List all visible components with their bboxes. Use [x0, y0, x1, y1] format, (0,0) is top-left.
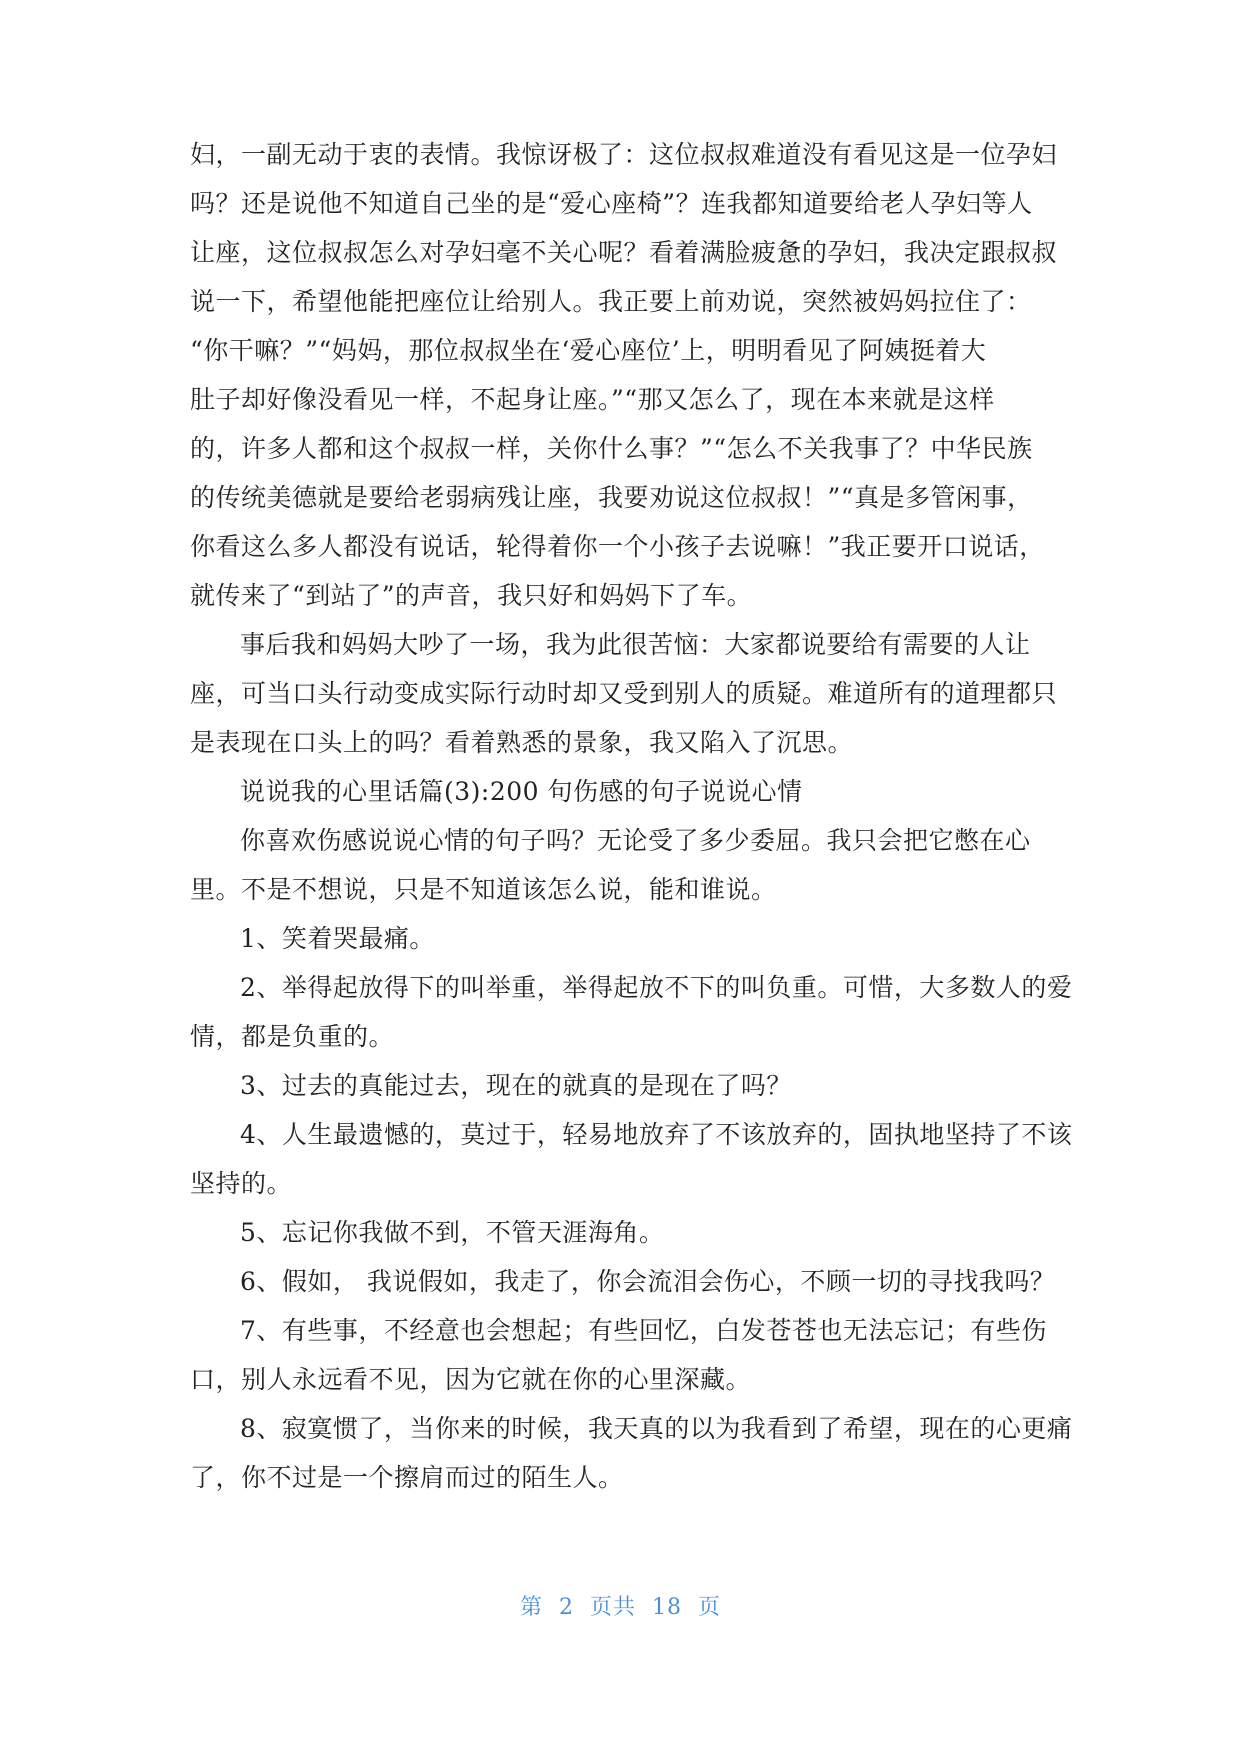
list-item: 4、人生最遗憾的，莫过于，轻易地放弃了不该放弃的，固执地坚持了不该 [240, 1120, 1073, 1149]
text-line: 坚持的。 [190, 1169, 293, 1198]
text-line: 事后我和妈妈大吵了一场，我为此很苦恼：大家都说要给有需要的人让 [240, 630, 1031, 659]
text-line: 就传来了“到站了”的声音，我只好和妈妈下了车。 [190, 581, 753, 610]
list-item: 1、笑着哭最痛。 [240, 924, 435, 953]
text-line: 了，你不过是一个擦肩而过的陌生人。 [190, 1463, 624, 1492]
text-line: 肚子却好像没看见一样，不起身让座。”“那又怎么了，现在本来就是这样 [190, 385, 995, 414]
text-line: 口，别人永远看不见，因为它就在你的心里深藏。 [190, 1365, 752, 1394]
list-item: 2、举得起放得下的叫举重，举得起放不下的叫负重。可惜，大多数人的爱 [240, 973, 1073, 1002]
text-line: 情，都是负重的。 [190, 1022, 395, 1051]
footer-suffix: 页 [698, 1595, 722, 1620]
footer-prefix: 第 [519, 1595, 543, 1620]
list-item: 3、过去的真能过去，现在的就真的是现在了吗？ [240, 1071, 792, 1100]
text-line: 让座，这位叔叔怎么对孕妇毫不关心呢？看着满脸疲惫的孕妇，我决定跟叔叔 [190, 238, 1058, 267]
footer-middle: 页共 [589, 1595, 636, 1620]
list-item: 7、有些事，不经意也会想起；有些回忆，白发苍苍也无法忘记；有些伤 [240, 1316, 1047, 1345]
body-text [190, 130, 1073, 1502]
text-line: “你干嘛？”“妈妈，那位叔叔坐在‘爱心座位’上，明明看见了阿姨挺着大 [190, 336, 987, 365]
text-line: 的，许多人都和这个叔叔一样，关你什么事？”“怎么不关我事了？中华民族 [190, 434, 1033, 463]
list-item: 8、寂寞惯了，当你来的时候，我天真的以为我看到了希望，现在的心更痛 [240, 1414, 1073, 1443]
page-footer [0, 1590, 1241, 1621]
text-line: 妇，一副无动于衷的表情。我惊讶极了：这位叔叔难道没有看见这是一位孕妇 [190, 140, 1058, 169]
list-item: 5、忘记你我做不到，不管天涯海角。 [240, 1218, 665, 1247]
text-line: 吗？还是说他不知道自己坐的是“爱心座椅”？连我都知道要给老人孕妇等人 [190, 189, 1033, 218]
text-line: 你看这么多人都没有说话，轮得着你一个小孩子去说嘛！”我正要开口说话， [190, 532, 1045, 561]
text-line: 里。不是不想说，只是不知道该怎么说，能和谁说。 [190, 875, 777, 904]
total-pages: 18 [652, 1595, 682, 1620]
text-line: 座，可当口头行动变成实际行动时却又受到别人的质疑。难道所有的道理都只 [190, 679, 1058, 708]
section-heading: 说说我的心里话篇(3):200 句伤感的句子说说心情 [240, 777, 803, 806]
text-line: 你喜欢伤感说说心情的句子吗？无论受了多少委屈。我只会把它憋在心 [240, 826, 1031, 855]
text-line: 说一下，希望他能把座位让给别人。我正要上前劝说，突然被妈妈拉住了： [190, 287, 1032, 316]
list-item: 6、假如， 我说假如，我走了，你会流泪会伤心，不顾一切的寻找我吗？ [240, 1267, 1056, 1296]
text-line: 的传统美德就是要给老弱病残让座，我要劝说这位叔叔！”“真是多管闲事， [190, 483, 1033, 512]
text-line: 是表现在口头上的吗？看着熟悉的景象，我又陷入了沉思。 [190, 728, 854, 757]
page-number: 2 [558, 1595, 574, 1620]
